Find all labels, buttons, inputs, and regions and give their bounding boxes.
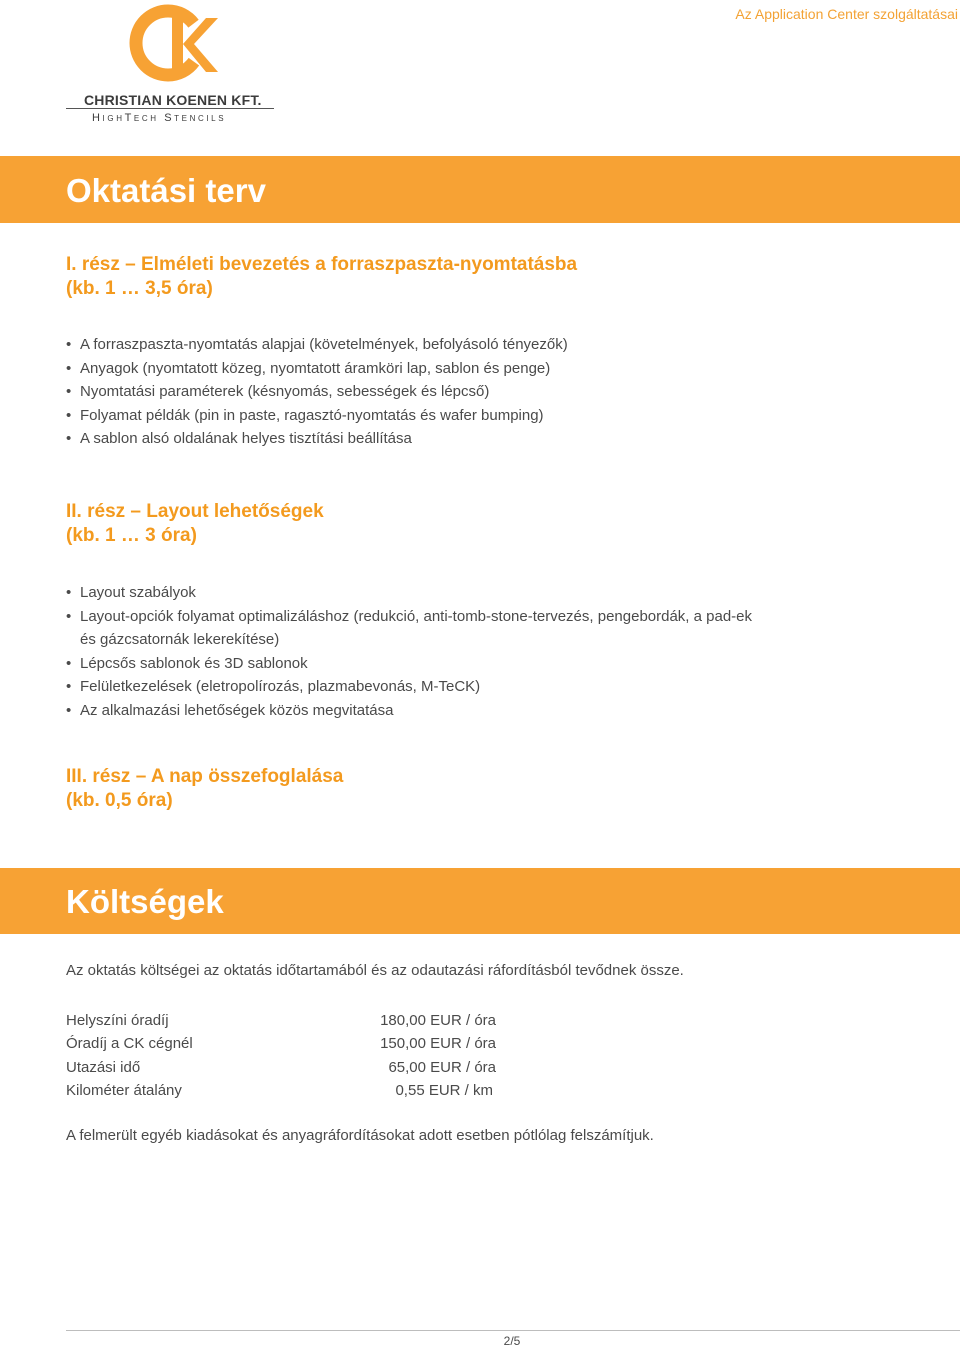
table-row [66,1079,506,1102]
part-1-list [66,333,568,451]
list-item: • Layout szabályok [66,581,766,605]
part-2-title [66,500,324,548]
costs-title: Költségek [66,883,224,920]
cost-value: 150,00 EUR / óra [380,1035,496,1053]
cost-label: Kilométer átalány [66,1081,182,1099]
company-tagline: HighTech Stencils [92,112,227,124]
cost-value: 180,00 EUR / óra [380,1012,496,1029]
list-item: • Anyagok (nyomtatott közeg, nyomtatott áramköri lap, sablon és penge) [66,357,568,381]
costs-intro: Az oktatás költségei az oktatás időtartamából és az odautazási ráfordításból tevődnek össze. [66,962,684,979]
part-2-title-line1: II. rész – Layout lehetőségek [66,501,324,522]
cost-value: 0,55 EUR / km [395,1081,493,1099]
list-item: • A forraszpaszta-nyomtatás alapjai (követelmények, befolyásoló tényezők) [66,333,568,357]
list-item: • A sablon alsó oldalának helyes tisztítási beállítása [66,427,568,451]
company-logo [66,0,276,130]
cost-label: Óradíj a CK cégnél [66,1035,193,1053]
footer-divider [66,1330,960,1331]
table-row [66,1056,506,1079]
part-1-title-line1: I. rész – Elméleti bevezetés a forraszpaszta-nyomtatásba [66,254,578,275]
list-item: • Nyomtatási paraméterek (késnyomás, sebességek és lépcső) [66,380,568,404]
cost-label: Utazási idő [66,1058,141,1076]
part-3-duration: (kb. 0,5 óra) [66,790,173,811]
cost-value: 65,00 EUR / óra [388,1058,496,1076]
costs-note: A felmerült egyéb kiadásokat és anyagráfordításokat adott esetben pótlólag felszámítjuk. [66,1127,654,1144]
part-2-duration: (kb. 1 … 3 óra) [66,525,197,546]
company-name: CHRISTIAN KOENEN KFT. [84,92,262,108]
list-item: • Lépcsős sablonok és 3D sablonok [66,652,766,676]
list-item: • Az alkalmazási lehetőségek közös megvitatása [66,699,766,723]
ck-logo-icon [128,2,220,88]
part-3-title-line1: III. rész – A nap összefoglalása [66,766,344,787]
table-row [66,1009,506,1032]
part-1-title [66,253,577,301]
part-2-list [66,581,766,722]
cost-table [66,1009,506,1102]
list-item: • Layout-opciók folyamat optimalizáláshoz (redukció, anti-tomb-stone-tervezés, pengebordák, a pad-ek és gázcsatornák lekerekítése) [66,605,766,652]
costs-title-band [0,868,960,934]
list-item: • Folyamat példák (pin in paste, ragasztó-nyomtatás és wafer bumping) [66,404,568,428]
list-item: • Felületkezelések (eletropolírozás, plazmabevonás, M-TeCK) [66,675,766,699]
training-title: Oktatási terv [66,172,266,209]
cost-label: Helyszíni óradíj [66,1012,169,1029]
header-section-label: Az Application Center szolgáltatásai [735,6,958,22]
part-1-duration: (kb. 1 … 3,5 óra) [66,278,213,299]
part-3-title [66,765,343,813]
page-number: 2/5 [503,1334,521,1348]
logo-divider [66,108,274,109]
training-title-band [0,156,960,223]
table-row [66,1032,506,1055]
